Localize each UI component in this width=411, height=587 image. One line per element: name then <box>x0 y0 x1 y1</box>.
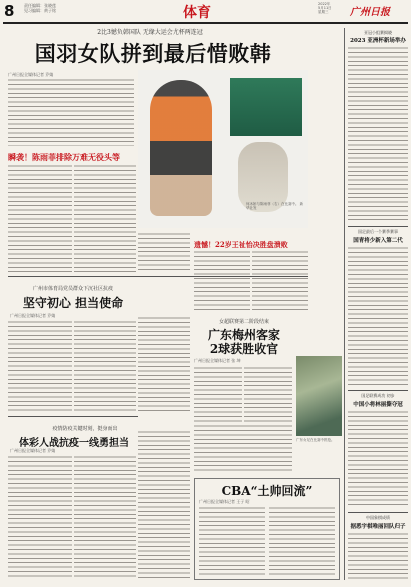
article5-headline: 体彩人战抗疫一线勇担当 <box>19 438 129 449</box>
article6-byline: 广州日报全媒体记者 王子 昭 <box>199 499 250 504</box>
lead-byline: 广州日报全媒体记者 乔婧 <box>8 72 54 77</box>
article5-body-3 <box>138 430 190 579</box>
article3-body-2 <box>74 320 136 412</box>
court-inset-photo <box>230 78 302 136</box>
article4-body-3 <box>194 424 292 474</box>
lead-body-text-3 <box>74 164 136 272</box>
right-divider-2 <box>348 390 408 391</box>
article4-byline: 广州日报全媒体记者 张 坤 <box>194 358 241 363</box>
issue-date: 2022年 5月11日 星期三 <box>318 2 332 14</box>
right-a2-body <box>348 246 408 386</box>
right-a1-headline: 2023 亚洲杯新场举办 <box>350 38 406 44</box>
masthead-rule <box>3 22 408 24</box>
lead-body-text-4 <box>138 232 190 272</box>
newspaper-logo: 广州日报 <box>350 7 390 18</box>
article2-headline: 遗憾！22岁王祉怡决胜盘溃败 <box>194 240 288 249</box>
divider-2 <box>8 416 138 417</box>
article3-body-3 <box>138 316 190 412</box>
lead-photo-caption: 何冰娇与陈雨菲（右）在比赛中。 新华社发 <box>246 202 304 210</box>
right-a2-headline: 国青将少新入第二代 <box>353 238 403 244</box>
article2-body-1 <box>194 250 250 312</box>
right-a3-kicker: 国足联赛成功 初步 <box>361 393 395 398</box>
article4-body-1 <box>194 366 242 422</box>
lead-kicker: 2比3憾负韩国队 无缘大运会尤杯两连冠 <box>97 29 203 36</box>
article4-headline: 广东梅州客家 2球获胜收官 <box>207 328 280 356</box>
article3-headline: 坚守初心 担当使命 <box>22 296 124 310</box>
shuttlecock-player-figure <box>150 80 212 216</box>
editor-credits: 责任编辑：张晓莲 见习编辑：黄子铭 <box>24 3 56 13</box>
lead-headline: 国羽女队拼到最后惜败韩 <box>34 41 272 66</box>
right-a1-kicker: 亚冠小组赛揭晓 <box>364 30 392 35</box>
right-a4-kicker: 中国象棋成绩 <box>366 515 390 520</box>
masthead <box>0 0 411 22</box>
section-title: 体育 <box>183 5 211 21</box>
article6-box <box>194 478 340 580</box>
article6-headline: CBA“土帅回流” <box>221 484 313 498</box>
article5-body-2 <box>74 455 136 579</box>
article4-kicker: 女超联赛第二阶段结束 <box>218 319 269 325</box>
right-a4-body <box>348 532 408 580</box>
article3-byline: 广州日报全媒体记者 乔婧 <box>10 313 56 318</box>
divider-1 <box>8 276 308 277</box>
article5-byline: 广州日报全媒体记者 乔婧 <box>10 448 56 453</box>
right-a2-kicker: 国足最后一个赛季赛事 <box>358 229 398 234</box>
right-divider-3 <box>348 512 408 513</box>
lead-photo <box>138 70 308 228</box>
lead-body-text-2 <box>8 164 72 272</box>
right-column-rule <box>344 28 345 580</box>
right-a3-headline: 中国小将林丽撕夺冠 <box>353 402 403 408</box>
article6-body-1 <box>199 506 265 576</box>
article3-kicker: 广州市体育局党员群众下沉社区抗疫 <box>32 286 113 292</box>
right-a4-headline: 据悉宇棋唯丽回队归子 <box>350 524 406 530</box>
article3-body-1 <box>8 320 72 412</box>
right-a3-body <box>348 410 408 508</box>
article4-body-2 <box>244 366 292 422</box>
article5-kicker: 疫情防疫关键时刻，挺身而出 <box>52 426 118 432</box>
lead-body-text <box>8 78 134 146</box>
article4-photo-caption: 广东女足在比赛中拼抢。 <box>296 438 335 442</box>
page-number: 8 <box>4 2 15 20</box>
right-a1-body <box>348 46 408 222</box>
article5-body-1 <box>8 455 72 579</box>
right-divider-1 <box>348 226 408 227</box>
article4-photo <box>296 356 342 436</box>
article6-body-2 <box>269 506 335 576</box>
lead-subhead: 瞬袭！陈雨菲排除万难无役头等 <box>8 152 120 162</box>
article2-body-2 <box>252 250 308 312</box>
